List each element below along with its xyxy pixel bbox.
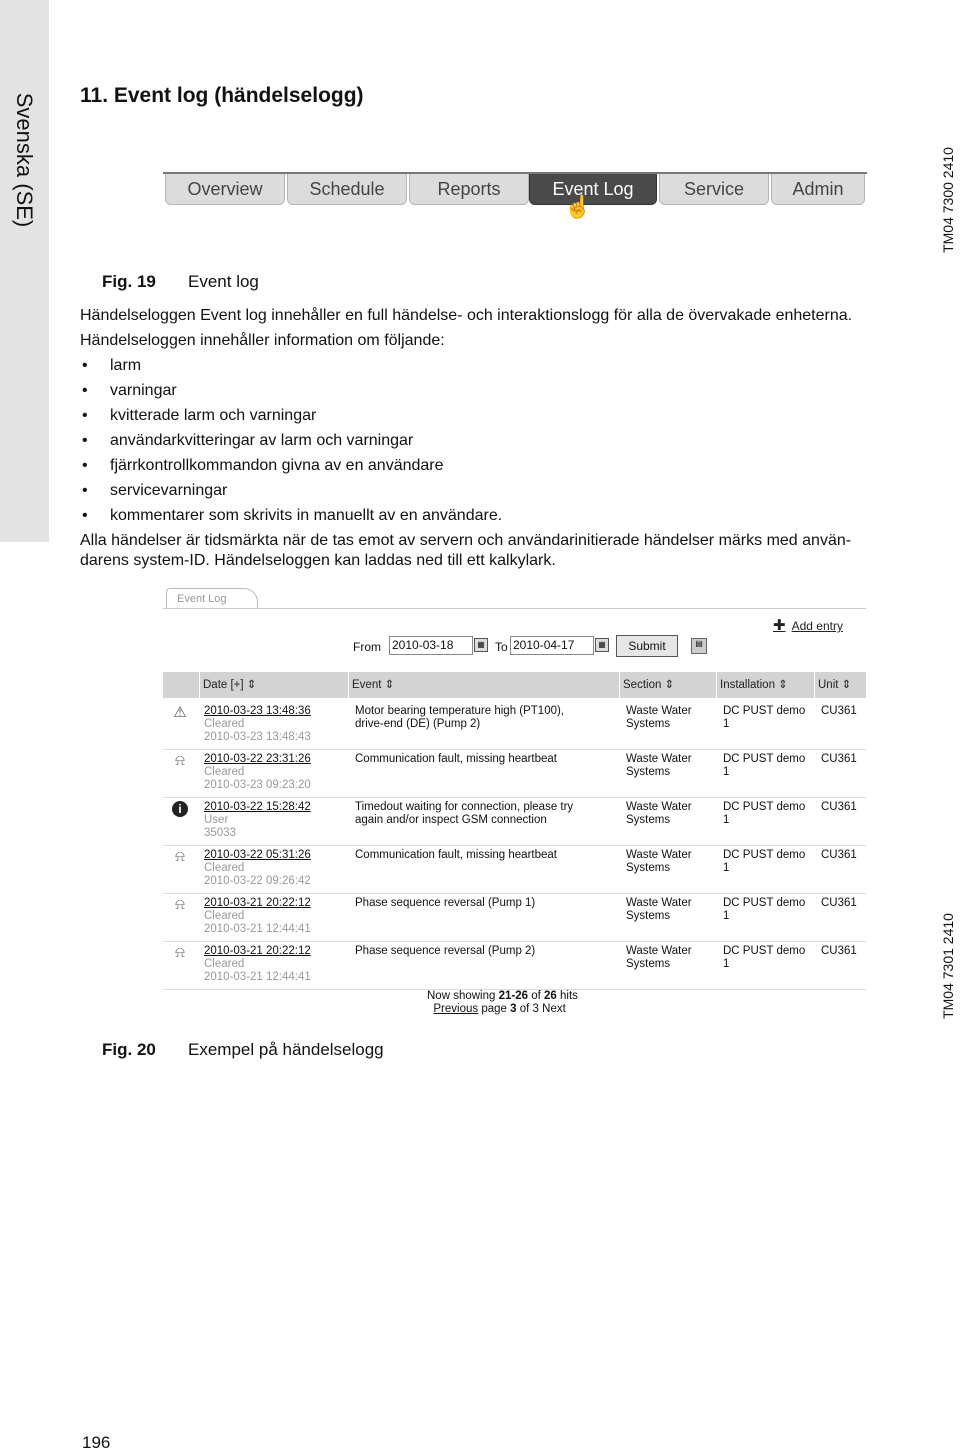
section-title: 11. Event log (händelselogg) [80, 84, 364, 107]
alarm-bell-icon: ⚠ [173, 704, 187, 721]
event-date-link[interactable]: 2010-03-22 05:31:26 [204, 849, 311, 861]
fig19-navbar [163, 172, 867, 210]
to-date-input[interactable]: 2010-04-17 [510, 636, 594, 655]
tab-divider [163, 608, 866, 609]
unit-column-header[interactable]: Unit ⇕ [815, 672, 866, 698]
icon-column-header [163, 672, 199, 698]
tab-service[interactable]: Service [659, 174, 769, 205]
from-date-input[interactable]: 2010-03-18 [389, 636, 473, 655]
list-item: • servicevarningar [80, 478, 502, 503]
list-item: • larm [80, 353, 502, 378]
fig19-tm-code: TM04 7300 2410 [940, 147, 956, 253]
warning-bell-icon: ⍾ [175, 848, 185, 865]
table-row: ⚠ 2010-03-23 13:48:36 Cleared 2010-03-23 13:48:43 Motor bearing temperature high (PT100), drive-end (DE) (Pump 2) Waste Water Systems DC PUST demo 1 CU361 [163, 701, 866, 750]
fig19-number: Fig. 19 [102, 272, 156, 291]
event-date-link[interactable]: 2010-03-22 23:31:26 [204, 753, 311, 765]
list-item: • kommentarer som skrivits in manuellt av en användare. [80, 503, 502, 528]
table-row: i 2010-03-22 15:28:42 User 35033 Timedout waiting for connection, please try again and/or inspect GSM connection Waste Water Systems DC PUST demo 1 CU361 [163, 797, 866, 846]
tab-reports[interactable]: Reports [409, 174, 529, 205]
fig19-caption [102, 272, 259, 292]
event-date-link[interactable]: 2010-03-21 20:22:12 [204, 897, 311, 909]
list-item: • kvitterade larm och varningar [80, 403, 502, 428]
fig20-event-log [163, 588, 866, 1028]
tab-schedule[interactable]: Schedule [287, 174, 407, 205]
language-sidebar [0, 0, 49, 542]
plus-icon: ✚ [773, 617, 786, 634]
fig19-caption-text: Event log [188, 272, 259, 291]
tab-admin[interactable]: Admin [771, 174, 865, 205]
add-entry-label: Add entry [791, 619, 843, 633]
fig20-tm-code: TM04 7301 2410 [940, 913, 956, 1019]
page-number: 196 [82, 1433, 111, 1452]
warning-bell-icon: ⍾ [175, 896, 185, 913]
paragraph-3-line-2: darens system-ID. Händelseloggen kan laddas ned till ett kalkylark. [80, 552, 556, 569]
calendar-icon[interactable]: ▦ [474, 638, 488, 652]
language-label: Svenska (SE) [12, 92, 37, 228]
info-icon: i [172, 801, 188, 817]
hand-cursor-icon: ☝ [564, 194, 592, 219]
table-row: ⍾ 2010-03-22 23:31:26 Cleared 2010-03-23 09:23:20 Communication fault, missing heartbeat Waste Water Systems DC PUST demo 1 CU361 [163, 749, 866, 798]
list-item: • fjärrkontrollkommandon givna av en användare [80, 453, 502, 478]
spreadsheet-download-icon[interactable]: ▤ [691, 638, 707, 654]
warning-bell-icon: ⍾ [175, 752, 185, 769]
warning-bell-icon: ⍾ [175, 944, 185, 961]
paragraph-3-line-1: Alla händelser är tidsmärkta när de tas emot av servern och användarinitierade händelser märks med använ- [80, 532, 852, 549]
paragraph-2: Händelseloggen innehåller information om följande: [80, 332, 445, 349]
table-row: ⍾ 2010-03-22 05:31:26 Cleared 2010-03-22 09:26:42 Communication fault, missing heartbeat Waste Water Systems DC PUST demo 1 CU361 [163, 845, 866, 894]
calendar-icon[interactable]: ▦ [595, 638, 609, 652]
table-row: ⍾ 2010-03-21 20:22:12 Cleared 2010-03-21 12:44:41 Phase sequence reversal (Pump 1) Waste Water Systems DC PUST demo 1 CU361 [163, 893, 866, 942]
list-item: • varningar [80, 378, 502, 403]
submit-button[interactable]: Submit [616, 635, 678, 657]
event-date-link[interactable]: 2010-03-23 13:48:36 [204, 705, 311, 717]
info-list [80, 353, 502, 528]
fig20-caption [102, 1040, 384, 1060]
installation-column-header[interactable]: Installation ⇕ [717, 672, 814, 698]
fig20-caption-text: Exempel på händelselogg [188, 1040, 384, 1059]
paragraph-1: Händelseloggen Event log innehåller en full händelse- och interaktionslogg för alla de övervakade enheterna. [80, 307, 853, 324]
previous-page-link[interactable]: Previous [433, 1003, 479, 1015]
from-label: From [353, 640, 381, 654]
list-item: • användarkvitteringar av larm och varningar [80, 428, 502, 453]
event-column-header[interactable]: Event ⇕ [349, 672, 619, 698]
table-row: ⍾ 2010-03-21 20:22:12 Cleared 2010-03-21 12:44:41 Phase sequence reversal (Pump 2) Waste Water Systems DC PUST demo 1 CU361 [163, 941, 866, 990]
event-date-link[interactable]: 2010-03-22 15:28:42 [204, 801, 311, 813]
add-entry-link[interactable] [773, 616, 843, 634]
tab-event-log[interactable]: Event Log [529, 174, 657, 205]
tab-overview[interactable]: Overview [165, 174, 285, 205]
fig20-number: Fig. 20 [102, 1040, 156, 1059]
date-column-header[interactable]: Date [+] ⇕ [200, 672, 348, 698]
section-column-header[interactable]: Section ⇕ [620, 672, 716, 698]
pagination: Now showing 21-26 of 26 hits Previous page 3 of 3 Next [427, 990, 578, 1015]
event-date-link[interactable]: 2010-03-21 20:22:12 [204, 945, 311, 957]
to-label: To [495, 640, 508, 654]
next-page-link[interactable]: Next [542, 1003, 566, 1015]
event-log-tab[interactable]: Event Log [166, 588, 258, 609]
